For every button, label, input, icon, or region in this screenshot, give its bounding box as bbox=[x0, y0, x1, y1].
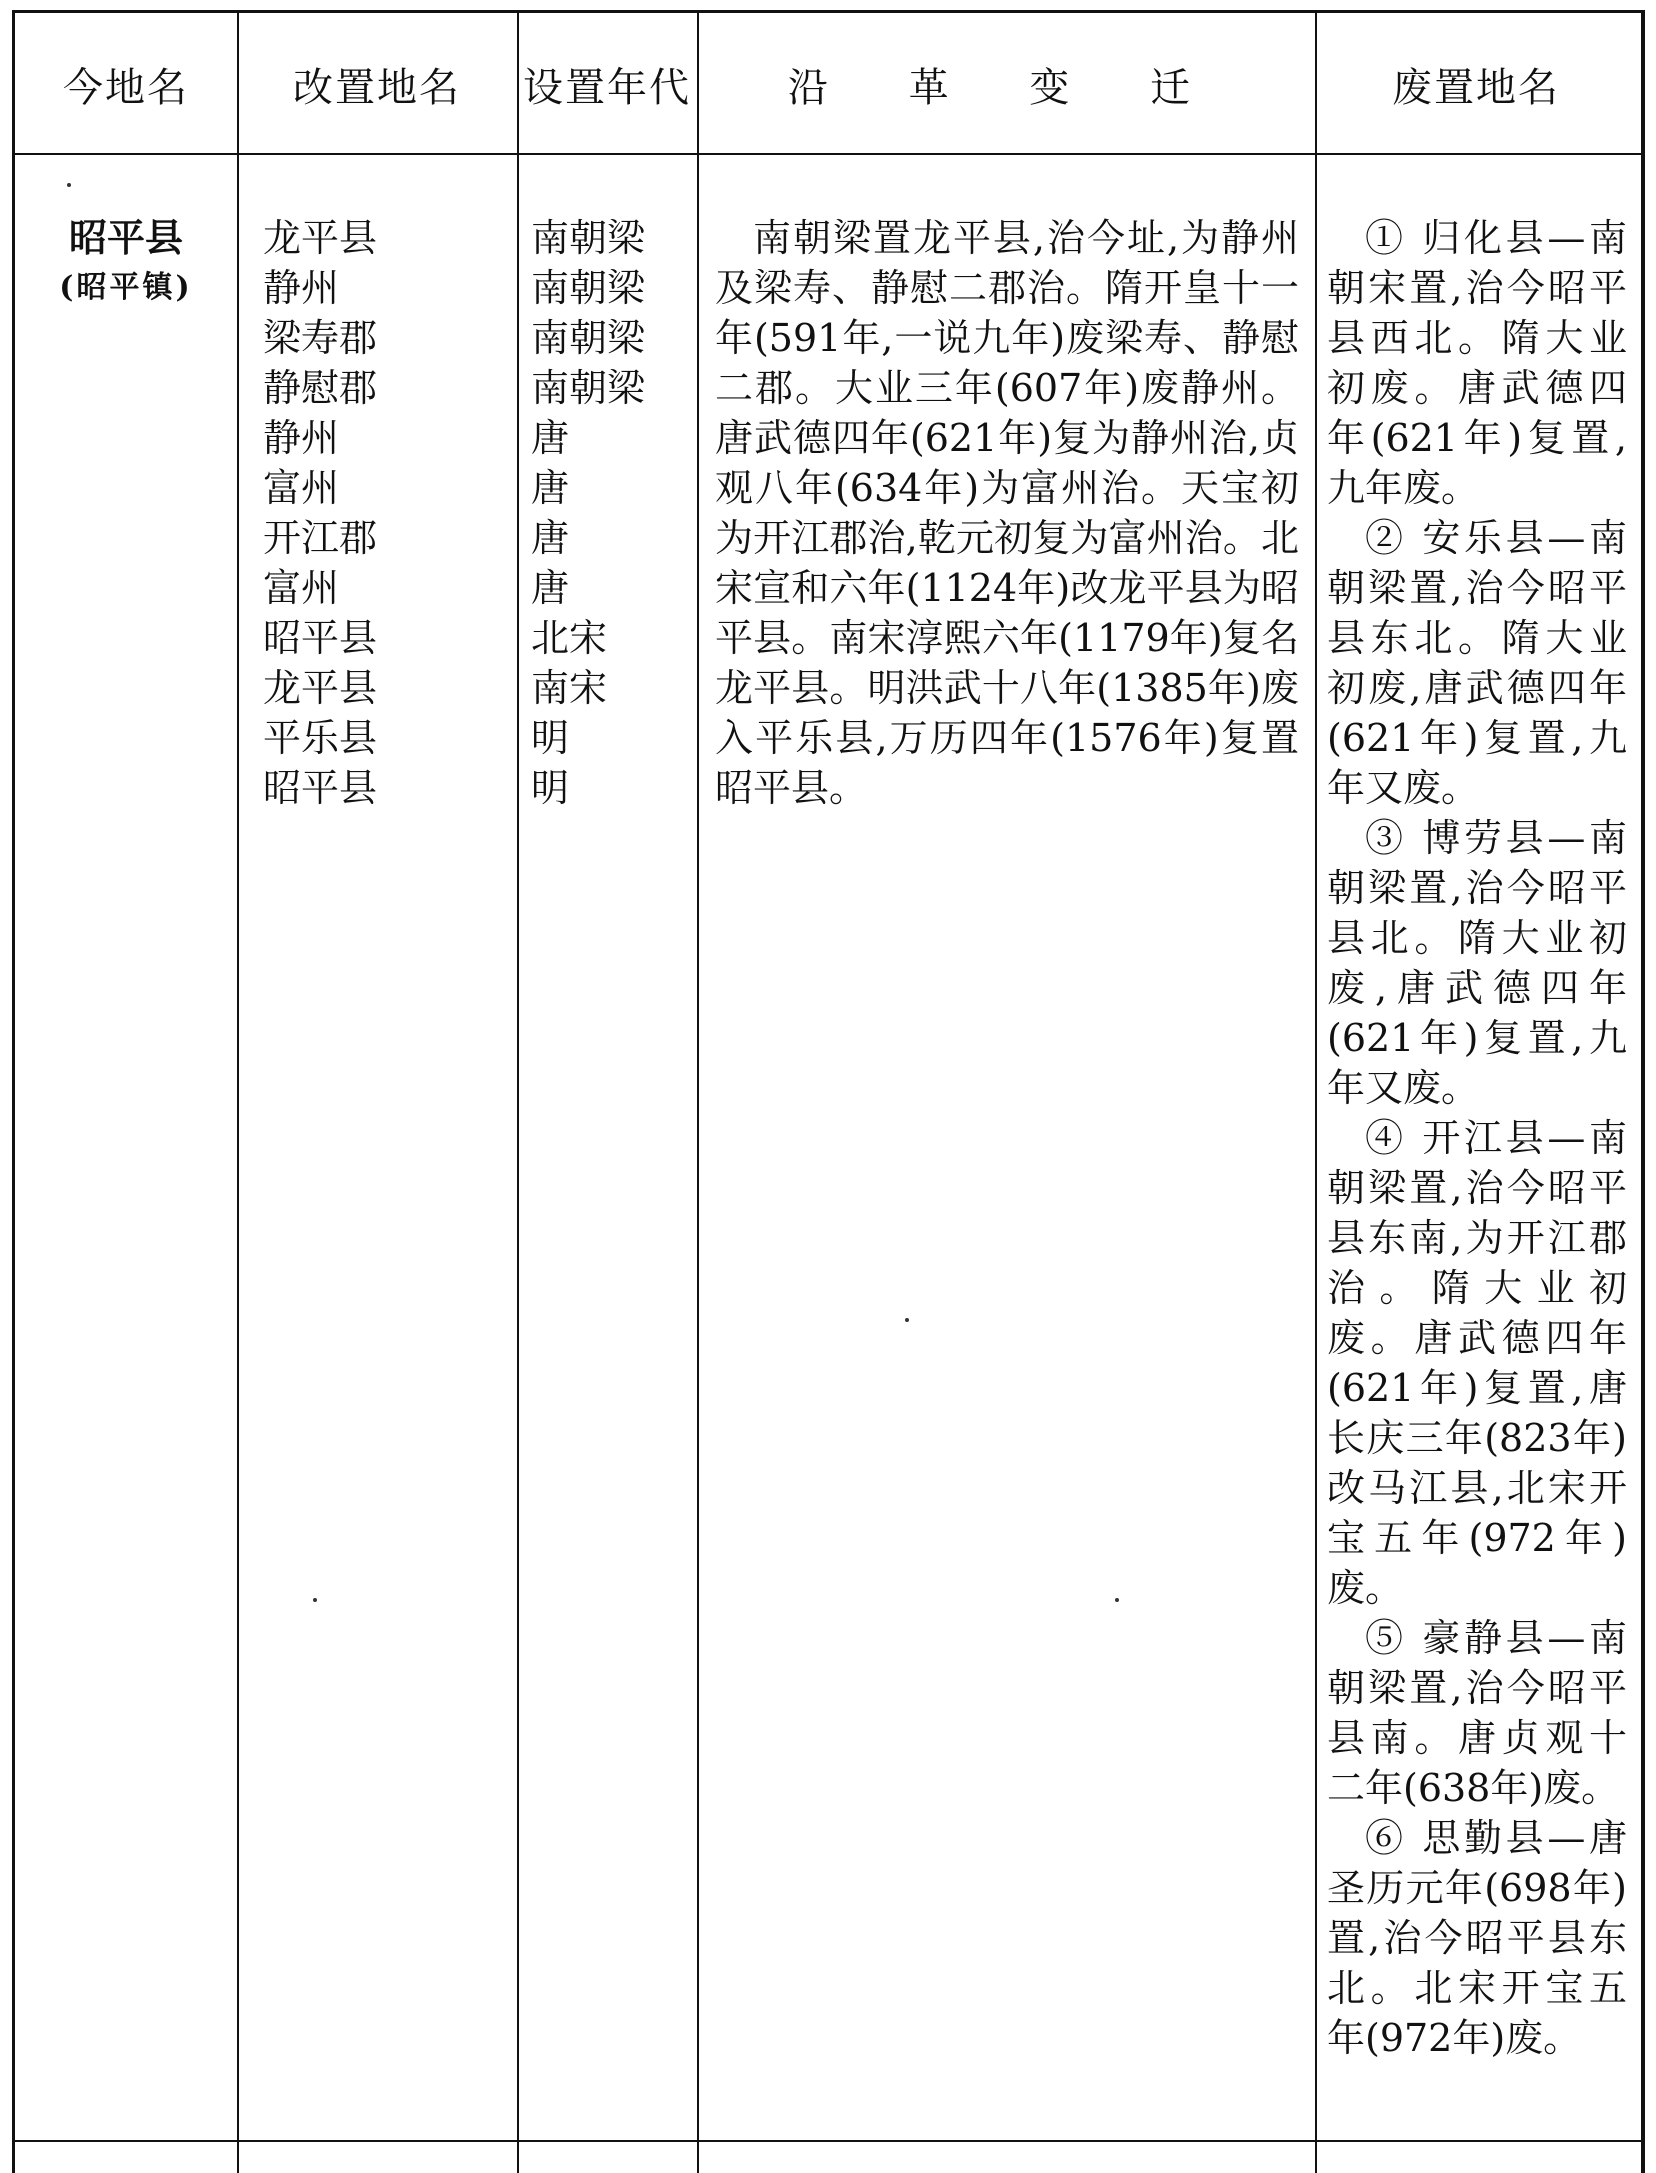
era-item: 明 bbox=[531, 766, 570, 810]
renamed-item: 龙平县 bbox=[263, 216, 378, 260]
header-abolished: 废置地名 bbox=[1392, 64, 1560, 111]
column-divider bbox=[697, 13, 699, 2173]
header-modern-name: 今地名 bbox=[63, 64, 189, 111]
era-item: 唐 bbox=[531, 566, 570, 610]
era-item: 明 bbox=[531, 716, 570, 760]
renamed-item: 静慰郡 bbox=[263, 366, 378, 410]
header-era: 设置年代 bbox=[523, 64, 691, 111]
abolished-item: ① 归化县—南朝宋置,治今昭平县西北。隋大业初废。唐武德四年(621年)复置,九年废。 bbox=[1327, 216, 1627, 510]
scan-speck bbox=[313, 1598, 317, 1602]
header-history: 沿 革 变 迁 bbox=[787, 64, 1225, 111]
column-divider bbox=[237, 13, 239, 2173]
era-item: 南朝梁 bbox=[531, 366, 646, 410]
scan-speck bbox=[67, 183, 71, 187]
column-divider bbox=[1315, 13, 1317, 2173]
era-item: 唐 bbox=[531, 516, 570, 560]
abolished-item: ④ 开江县—南朝梁置,治今昭平县东南,为开江郡治。隋大业初废。唐武德四年(621年)复置,唐长庆三年(823年)改马江县,北宋开宝五年(972年)废。 bbox=[1327, 1116, 1627, 1610]
scan-speck bbox=[905, 1318, 909, 1322]
gazetteer-table bbox=[12, 10, 1645, 2173]
row-divider bbox=[15, 2140, 1641, 2142]
history-text: 南朝梁置龙平县,治今址,为静州及梁寿、静慰二郡治。隋开皇十一年(591年,一说九年)废梁寿、静慰二郡。大业三年(607年)废静州。唐武德四年(621年)复为静州治,贞观八年(634年)为富州治。天宝初为开江郡治,乾元初复为富州治。北宋宣和六年(1124年)改龙平县为昭平县。南宋淳熙六年(1179年)复名龙平县。明洪武十八年(1385年)废入平乐县,万历四年(1576年)复置昭平县。 bbox=[715, 216, 1299, 810]
modern-name-cell bbox=[15, 213, 237, 313]
header-renamed: 改置地名 bbox=[293, 64, 461, 111]
modern-name-note: (昭平镇) bbox=[59, 270, 193, 305]
era-item: 南朝梁 bbox=[531, 266, 646, 310]
renamed-item: 平乐县 bbox=[263, 716, 378, 760]
renamed-item: 富州 bbox=[263, 466, 340, 510]
era-item: 南朝梁 bbox=[531, 316, 646, 360]
renamed-item: 昭平县 bbox=[263, 766, 378, 810]
abolished-item: ③ 博劳县—南朝梁置,治今昭平县北。隋大业初废,唐武德四年(621年)复置,九年又废。 bbox=[1327, 816, 1627, 1110]
era-item: 唐 bbox=[531, 466, 570, 510]
era-item: 南朝梁 bbox=[531, 216, 646, 260]
era-list bbox=[531, 213, 691, 813]
renamed-item: 静州 bbox=[263, 266, 340, 310]
column-divider bbox=[517, 13, 519, 2173]
renamed-list bbox=[263, 213, 503, 813]
renamed-item: 静州 bbox=[263, 416, 340, 460]
abolished-item: ⑤ 豪静县—南朝梁置,治今昭平县南。唐贞观十二年(638年)废。 bbox=[1327, 1616, 1627, 1810]
era-item: 南宋 bbox=[531, 666, 608, 710]
era-item: 唐 bbox=[531, 416, 570, 460]
era-item: 北宋 bbox=[531, 616, 608, 660]
abolished-list bbox=[1327, 213, 1627, 2063]
modern-name: 昭平县 bbox=[68, 215, 183, 260]
abolished-item: ⑥ 思勤县—唐圣历元年(698年)置,治今昭平县东北。北宋开宝五年(972年)废。 bbox=[1327, 1816, 1627, 2060]
renamed-item: 昭平县 bbox=[263, 616, 378, 660]
scan-speck bbox=[1115, 1598, 1119, 1602]
renamed-item: 梁寿郡 bbox=[263, 316, 378, 360]
history-cell bbox=[715, 213, 1299, 813]
renamed-item: 龙平县 bbox=[263, 666, 378, 710]
abolished-item: ② 安乐县—南朝梁置,治今昭平县东北。隋大业初废,唐武德四年(621年)复置,九年又废。 bbox=[1327, 516, 1627, 810]
renamed-item: 开江郡 bbox=[263, 516, 378, 560]
renamed-item: 富州 bbox=[263, 566, 340, 610]
